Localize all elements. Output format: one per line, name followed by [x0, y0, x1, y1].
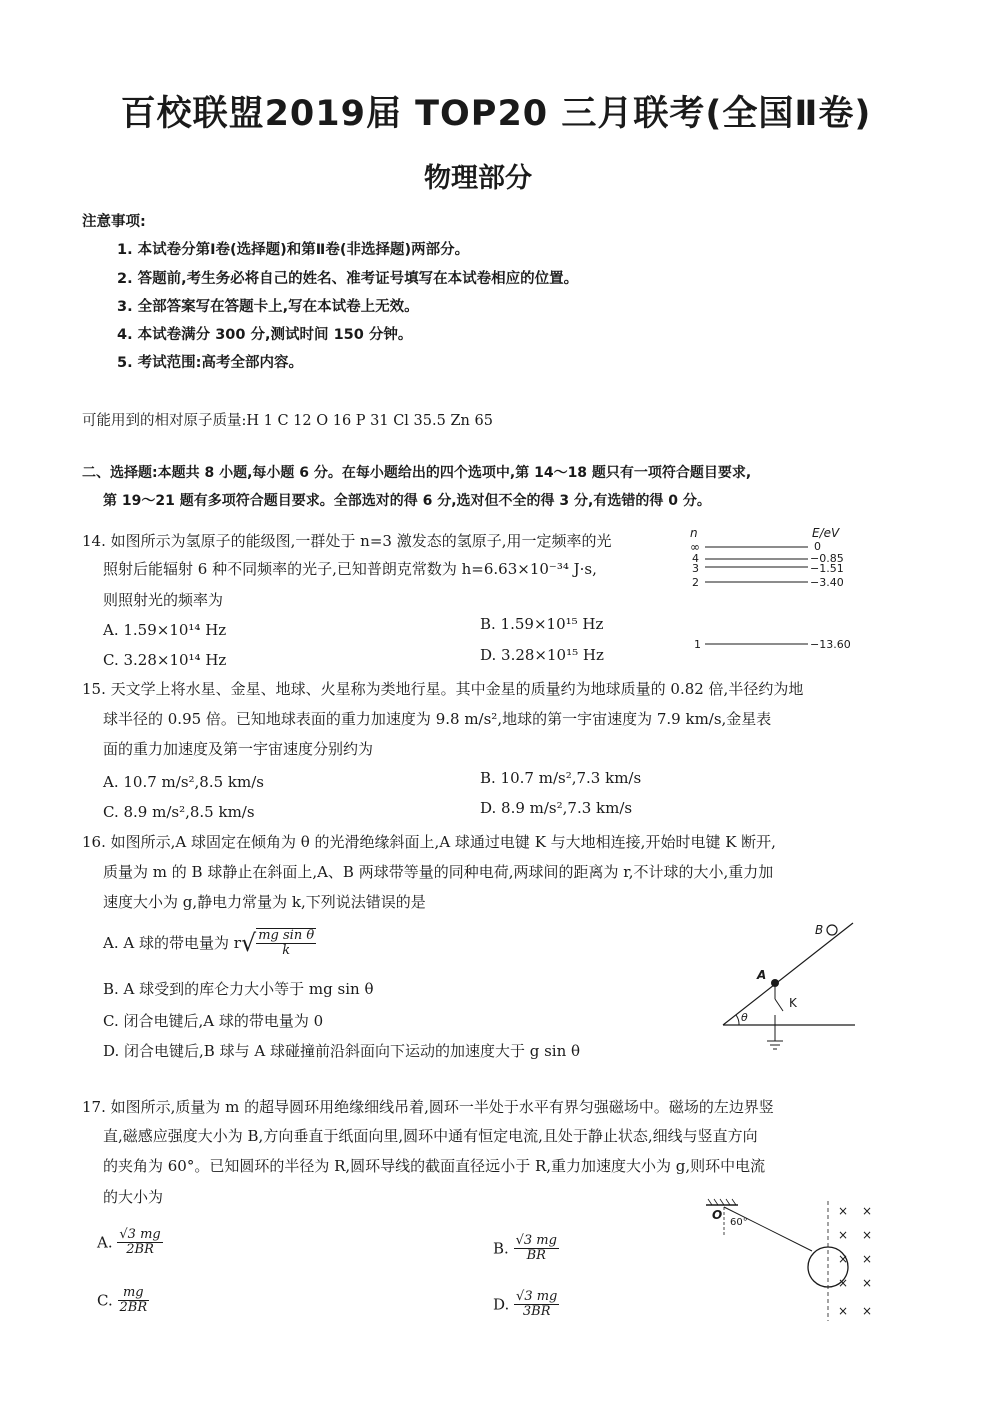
diagram-e-label: E/eV: [812, 526, 840, 540]
q16-option-d: D. 闭合电键后,B 球与 A 球碰撞前沿斜面向下运动的加速度大于 g sin θ: [103, 1042, 581, 1060]
notice-item-2: 2. 答题前,考生务必将自己的姓名、准考证号填写在本试卷相应的位置。: [117, 271, 579, 287]
q14-option-c: C. 3.28×10¹⁴ Hz: [103, 651, 227, 669]
q15-line3: 面的重力加速度及第一宇宙速度分别约为: [103, 740, 374, 758]
level-e-1: −13.60: [810, 638, 851, 651]
q14-line3: 则照射光的频率为: [103, 591, 224, 609]
q16-option-a-fraction: [256, 928, 316, 958]
subject-title: 物理部分: [424, 163, 532, 194]
q16-line2: 质量为 m 的 B 球静止在斜面上,A、B 两球带等量的同种电荷,两球间的距离为 r,不计球的大小,重力加: [103, 863, 774, 881]
q17-option-b-num: √3 mg: [515, 1233, 557, 1248]
level-e-4: −0.85: [810, 552, 844, 565]
ring-magnetic-field-diagram: [700, 1195, 885, 1325]
thread: [724, 1207, 812, 1251]
q15-option-a: A. 10.7 m/s²,8.5 km/s: [103, 773, 264, 791]
pivot-o-label: O: [712, 1208, 723, 1222]
notice-heading: 注意事项:: [82, 214, 146, 230]
theta-label: θ: [741, 1011, 748, 1024]
q15-line2: 球半径的 0.95 倍。已知地球表面的重力加速度为 9.8 m/s²,地球的第一宇宙速度为 7.9 km/s,金星表: [103, 710, 772, 728]
q15-line1: 15. 天文学上将水星、金星、地球、火星称为类地行星。其中金星的质量约为地球质量的 0.82 倍,半径约为地: [82, 680, 804, 698]
q14-line2: 照射后能辐射 6 种不同频率的光子,已知普朗克常数为 h=6.63×10⁻³⁴ J·s,: [103, 560, 597, 578]
notice-item-4: 4. 本试卷满分 300 分,测试时间 150 分钟。: [117, 327, 413, 343]
ball-b-label: B: [815, 923, 824, 937]
q17-option-c-label: C.: [97, 1291, 113, 1310]
level-n-1: 1: [694, 638, 701, 651]
section-heading-line2: 第 19～21 题有多项符合题目要求。全部选对的得 6 分,选对但不全的得 3 分,有选错的得 0 分。: [103, 493, 711, 509]
q17-line3: 的夹角为 60°。已知圆环的半径为 R,圆环导线的截面直径远小于 R,重力加速度大小为 g,则环中电流: [103, 1157, 766, 1175]
field-mark: ×: [862, 1204, 873, 1218]
q17-option-d: [493, 1290, 559, 1319]
field-mark: ×: [838, 1228, 849, 1242]
ball-b: [827, 925, 837, 935]
field-mark: ×: [862, 1228, 873, 1242]
q17-option-a: [97, 1228, 163, 1257]
switch-k-label: K: [789, 996, 797, 1010]
q17-option-a-label: A.: [97, 1233, 113, 1252]
field-mark: ×: [862, 1276, 873, 1290]
q17-option-c-fraction: [118, 1286, 150, 1315]
q15-option-d: D. 8.9 m/s²,7.3 km/s: [480, 799, 633, 817]
q15-option-c: C. 8.9 m/s²,8.5 km/s: [103, 803, 255, 821]
ball-a: [771, 979, 779, 987]
q16-line3: 速度大小为 g,静电力常量为 k,下列说法错误的是: [103, 893, 426, 911]
field-mark: ×: [862, 1304, 873, 1318]
ball-a-label: A: [757, 968, 767, 982]
q17-line4: 的大小为: [103, 1188, 164, 1206]
level-n-4: 4: [692, 552, 699, 565]
q17-line1: 17. 如图所示,质量为 m 的超导圆环用绝缘细线吊着,圆环一半处于水平有界匀强磁场中。磁场的左边界竖: [82, 1098, 774, 1116]
q17-option-c: [97, 1286, 149, 1315]
level-n-2: 2: [692, 576, 699, 589]
level-e-inf: 0: [814, 540, 821, 553]
level-e-3: −1.51: [810, 562, 844, 575]
level-n-inf: ∞: [690, 540, 700, 554]
field-mark: ×: [838, 1252, 849, 1266]
diagram-n-label: n: [690, 526, 698, 540]
notice-item-1: 1. 本试卷分第Ⅰ卷(选择题)和第Ⅱ卷(非选择题)两部分。: [117, 242, 470, 258]
switch-k: [775, 999, 783, 1011]
q17-option-b-fraction: [514, 1234, 559, 1263]
q16-option-a-prefix: A. A 球的带电量为 r: [103, 934, 241, 952]
q16-option-a-den: k: [282, 943, 291, 958]
notice-item-5: 5. 考试范围:高考全部内容。: [117, 355, 303, 371]
field-marks: [838, 1204, 872, 1318]
q17-option-c-den: 2BR: [119, 1300, 148, 1315]
atomic-masses: 可能用到的相对原子质量:H 1 C 12 O 16 P 31 Cl 35.5 Zn 65: [82, 413, 493, 429]
q17-option-b-label: B.: [493, 1239, 509, 1258]
q17-option-a-num: √3 mg: [119, 1227, 161, 1242]
q16-option-a: A. A 球的带电量为 r√ $\frac{\text{mg sin θ}}{k}$: [103, 928, 315, 958]
level-n-3: 3: [692, 562, 699, 575]
q17-option-b-den: BR: [526, 1248, 546, 1263]
q16-option-c: C. 闭合电键后,A 球的带电量为 0: [103, 1012, 324, 1030]
q17-option-d-label: D.: [493, 1295, 510, 1314]
q14-line1: 14. 如图所示为氢原子的能级图,一群处于 n=3 激发态的氢原子,用一定频率的光: [82, 532, 612, 550]
energy-level-diagram: [680, 522, 870, 662]
section-heading-line1: 二、选择题:本题共 8 小题,每小题 6 分。在每小题给出的四个选项中,第 14～18 题只有一项符合题目要求,: [82, 465, 752, 481]
q17-option-a-fraction: [117, 1228, 162, 1257]
field-mark: ×: [838, 1276, 849, 1290]
exam-title: 百校联盟2019届 TOP20 三月联考(全国Ⅱ卷): [120, 94, 872, 134]
notice-item-3: 3. 全部答案写在答题卡上,写在本试卷上无效。: [117, 299, 419, 315]
q14-option-a: A. 1.59×10¹⁴ Hz: [103, 621, 227, 639]
q17-option-d-fraction: [514, 1290, 559, 1319]
q17-option-b: [493, 1234, 559, 1263]
level-e-2: −3.40: [810, 576, 844, 589]
angle-label: 60°: [730, 1217, 748, 1228]
q14-option-d: D. 3.28×10¹⁵ Hz: [480, 646, 604, 664]
q17-option-d-num: √3 mg: [516, 1289, 558, 1304]
q14-option-b: B. 1.59×10¹⁵ Hz: [480, 615, 604, 633]
q16-option-a-num: mg sin θ: [258, 928, 315, 943]
q17-option-a-den: 2BR: [126, 1242, 154, 1257]
field-mark: ×: [838, 1204, 849, 1218]
field-mark: ×: [862, 1252, 873, 1266]
q17-option-d-den: 3BR: [522, 1304, 551, 1319]
q17-option-c-num: mg: [118, 1286, 150, 1301]
q17-line2: 直,磁感应强度大小为 B,方向垂直于纸面向里,圆环中通有恒定电流,且处于静止状态,细线与竖直方向: [103, 1127, 758, 1145]
field-mark: ×: [838, 1304, 849, 1318]
q15-option-b: B. 10.7 m/s²,7.3 km/s: [480, 769, 642, 787]
incline-diagram: [715, 915, 865, 1060]
q16-line1: 16. 如图所示,A 球固定在倾角为 θ 的光滑绝缘斜面上,A 球通过电键 K 与大地相连接,开始时电键 K 断开,: [82, 833, 776, 851]
q16-option-b: B. A 球受到的库仑力大小等于 mg sin θ: [103, 980, 374, 998]
